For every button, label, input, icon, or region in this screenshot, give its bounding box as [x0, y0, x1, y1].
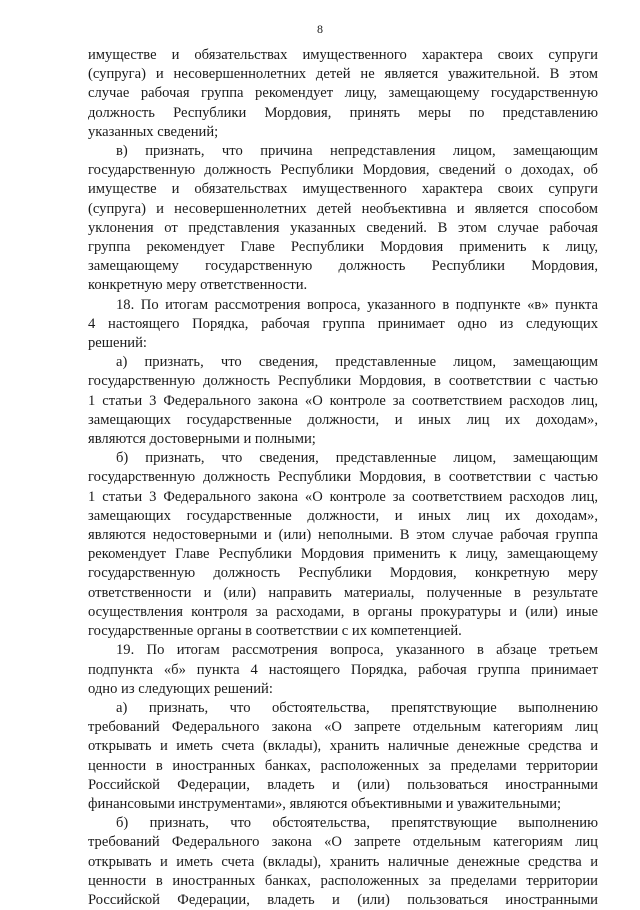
text-line: 1 статьи 3 Федерального закона «О контроле за соответствием расходов лиц,: [88, 392, 598, 409]
text-line: б) признать, что сведения, представленные лицом, замещающим: [116, 450, 598, 467]
paragraph: [88, 353, 598, 449]
text-line: государственную должность Республики Мордовия, сведений о доходах, об: [88, 162, 598, 179]
page-number: 8: [317, 22, 323, 36]
text-line: в) признать, что причина непредставления лицом, замещающим: [116, 143, 598, 160]
text-line: осуществления контроля за расходами, в органы прокуратуры и (или) иные: [88, 603, 598, 620]
text-line: требований Федерального закона «О запрете отдельным категориям лиц: [88, 834, 598, 851]
paragraph: [88, 641, 598, 699]
text-line: открывать и иметь счета (вклады), хранить наличные денежные средства и: [88, 738, 598, 755]
paragraph: [88, 142, 598, 296]
text-line: (супруга) и несовершеннолетних детей не является уважительной. В этом: [88, 66, 598, 83]
text-line: 4 настоящего Порядка, рабочая группа принимает одно из следующих: [88, 315, 598, 332]
document-body: [88, 46, 598, 910]
text-line: Российской Федерации, владеть и (или) пользоваться иностранными: [88, 891, 598, 908]
text-line: рекомендует Главе Республики Мордовия применить к лицу, замещающему: [88, 546, 598, 563]
text-line: государственную должность Республики Мордовия, конкретную меру: [88, 565, 598, 582]
text-line: решений:: [88, 335, 147, 352]
text-line: уклонения от представления указанных сведений. В этом случае рабочая: [88, 219, 598, 236]
text-line: Российской Федерации, владеть и (или) пользоваться иностранными: [88, 776, 598, 793]
text-line: 1 статьи 3 Федерального закона «О контроле за соответствием расходов лиц,: [88, 488, 598, 505]
paragraph: [88, 449, 598, 641]
text-line: (супруга) и несовершеннолетних детей необъективна и является способом: [88, 200, 598, 217]
text-line: 18. По итогам рассмотрения вопроса, указанного в подпункте «в» пункта: [116, 296, 598, 313]
text-line: указанных сведений;: [88, 123, 219, 140]
text-line: б) признать, что обстоятельства, препятствующие выполнению: [116, 815, 598, 832]
paragraph: [88, 296, 598, 354]
text-line: замещающих государственные должности, и иных лиц их доходам»,: [88, 507, 598, 524]
text-line: государственную должность Республики Мордовия, в соответствии с частью: [88, 469, 598, 486]
text-line: ценности в иностранных банках, расположенных за пределами территории: [88, 872, 598, 889]
text-line: финансовыми инструментами», являются объективными и уважительными;: [88, 795, 562, 812]
text-line: замещающему государственную должность Республики Мордовия,: [88, 258, 598, 275]
text-line: конкретную меру ответственности.: [88, 277, 308, 294]
text-line: государственную должность Республики Мордовия, в соответствии с частью: [88, 373, 598, 390]
text-line: являются достоверными и полными;: [88, 431, 316, 448]
text-line: случае рабочая группа рекомендует лицу, замещающему государственную: [88, 85, 598, 102]
text-line: а) признать, что обстоятельства, препятствующие выполнению: [116, 699, 598, 716]
text-line: одно из следующих решений:: [88, 680, 273, 697]
text-line: подпункта «б» пункта 4 настоящего Порядка, рабочая группа принимает: [88, 661, 598, 678]
text-line: имуществе и обязательствах имущественного характера своих супруги: [88, 47, 598, 63]
paragraph: [88, 814, 598, 910]
text-line: имуществе и обязательствах имущественного характера своих супруги: [88, 181, 598, 198]
text-line: а) признать, что сведения, представленные лицом, замещающим: [116, 354, 598, 371]
text-line: открывать и иметь счета (вклады), хранить наличные денежные средства и: [88, 853, 598, 870]
text-line: должность Республики Мордовия, принять меры по представлению: [88, 104, 598, 121]
text-line: замещающих государственные должности, и иных лиц их доходам»,: [88, 411, 598, 428]
text-line: ценности в иностранных банках, расположенных за пределами территории: [88, 757, 598, 774]
text-line: являются недостоверными и (или) неполными. В этом случае рабочая группа: [88, 527, 598, 544]
paragraph: [88, 699, 598, 814]
text-line: государственные органы в соответствии с их компетенцией.: [88, 623, 462, 640]
text-line: требований Федерального закона «О запрете отдельным категориям лиц: [88, 719, 598, 736]
paragraph: [88, 46, 598, 142]
text-line: группа рекомендует Главе Республики Мордовия применить к лицу,: [88, 239, 598, 256]
text-line: 19. По итогам рассмотрения вопроса, указанного в абзаце третьем: [116, 642, 598, 659]
text-line: ответственности и (или) направить материалы, полученные в результате: [88, 584, 598, 601]
